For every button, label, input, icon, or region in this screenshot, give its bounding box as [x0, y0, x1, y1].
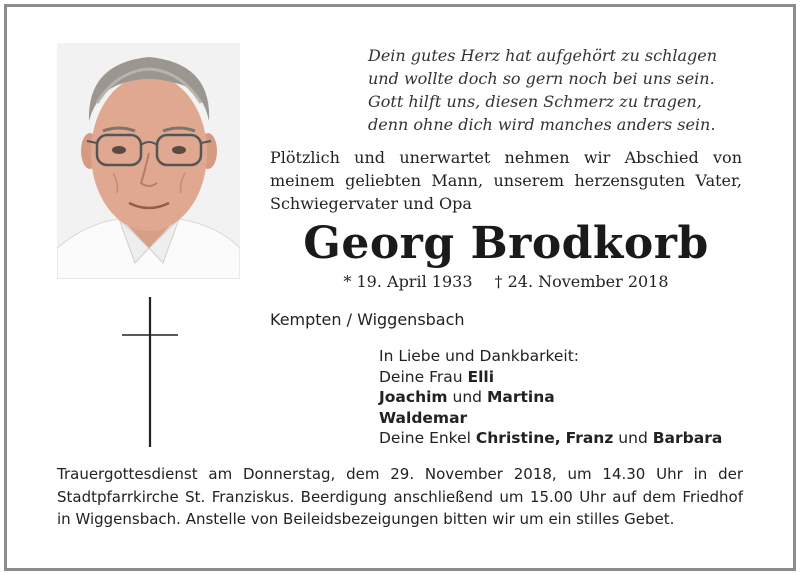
family-intro: In Liebe und Dankbarkeit:: [379, 347, 580, 365]
child-name: Waldemar: [379, 408, 468, 427]
child-name: Joachim: [379, 388, 448, 406]
poem-line: und wollte doch so gern noch bei uns sein.: [368, 69, 715, 88]
poem-line: Dein gutes Herz hat aufgehört zu schlagen: [368, 46, 718, 65]
funeral-service-info: Trauergottesdienst am Donnerstag, dem 29. November 2018, um 14.30 Uhr in der Stadtpfarrkirche St. Franziskus. Beerdigung anschließend um 15.00 Uhr auf dem Friedhof in Wiggensbach. Anstelle von Beileidsbezeigungen bitten wir um ein stilles Gebet.: [57, 465, 743, 528]
death-date: † 24. November 2018: [494, 272, 669, 291]
birth-date: * 19. April 1933: [343, 272, 473, 291]
intro-text: Plötzlich und unerwartet nehmen wir Abschied von meinem geliebten Mann, unserem herzensguten Vater, Schwiegervater und Opa: [270, 148, 742, 213]
deceased-name: Georg Brodkorb: [303, 218, 709, 269]
conjunction: und: [452, 388, 482, 406]
cross-icon: [122, 297, 178, 447]
family-children-line: [379, 387, 722, 408]
family-grandchildren-line: [379, 428, 722, 449]
place-of-residence: Kempten / Wiggensbach: [270, 310, 465, 329]
memorial-poem: [368, 44, 748, 136]
child-name: Martina: [486, 388, 555, 406]
family-signature: [379, 346, 722, 449]
wife-prefix: Deine Frau: [379, 367, 463, 386]
grandchild-name: Christine,: [475, 429, 561, 447]
poem-line: Gott hilft uns, diesen Schmerz zu tragen,: [368, 92, 702, 111]
wife-name: Elli: [467, 367, 495, 386]
poem-line: denn ohne dich wird manches anders sein.: [368, 115, 716, 134]
portrait-illustration: [57, 43, 240, 279]
portrait-photo: [57, 43, 240, 279]
conjunction: und: [618, 429, 648, 447]
grandchild-name: Barbara: [652, 429, 723, 447]
grandchildren-prefix: Deine Enkel: [379, 429, 471, 447]
grandchild-name: Franz: [565, 429, 614, 447]
life-dates: [270, 272, 742, 291]
family-wife-line: [379, 367, 722, 388]
family-child-line: [379, 408, 722, 429]
